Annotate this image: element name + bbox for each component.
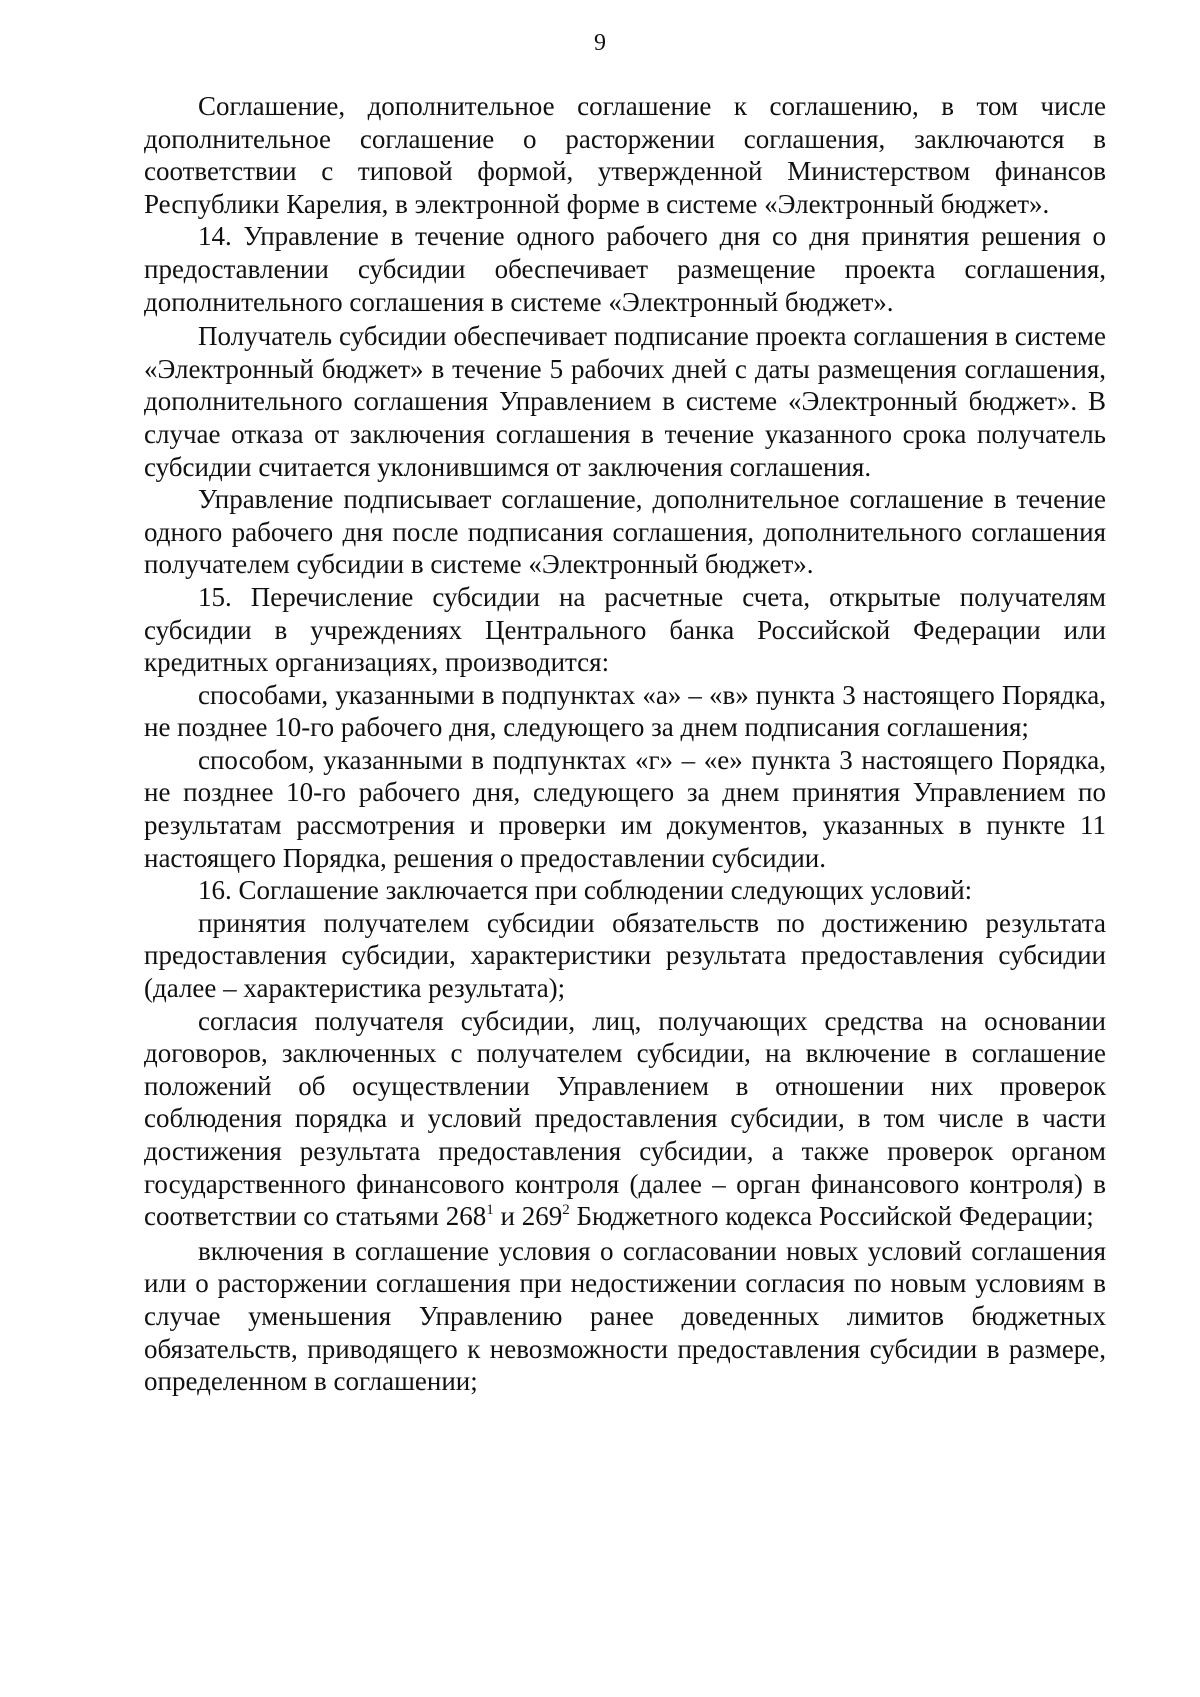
- consent-text-part2: и 269: [493, 1201, 563, 1232]
- paragraph-16: 16. Соглашение заключается при соблюдении следующих условий:: [198, 875, 973, 906]
- consent-text-part3: Бюджетного кодекса Российской Федерации;: [569, 1201, 1094, 1232]
- paragraph-recipient-signing: Получатель субсидии обеспечивает подписание проекта соглашения в системе «Электронный бюджет» в течение 5 рабочих дней с даты размещения соглашения, дополнительного соглашения Управлением в системе «Электронный бюджет». В случае отказа от заключения соглашения в течение указанного срока получатель субсидии считается уклонившимся от заключения соглашения.: [144, 321, 1106, 482]
- paragraph-14: 14. Управление в течение одного рабочего дня со дня принятия решения о предоставлении субсидии обеспечивает размещение проекта соглашения, дополнительного соглашения в системе «Электронный бюджет».: [144, 221, 1106, 317]
- paragraph-management-signing: Управление подписывает соглашение, дополнительное соглашение в течение одного рабочего дня после подписания соглашения, дополнительного соглашения получателем субсидии в системе «Электронный бюджет».: [144, 484, 1106, 580]
- superscript-1: 1: [486, 1202, 494, 1219]
- paragraph-agreement-form: Соглашение, дополнительное соглашение к соглашению, в том числе дополнительное соглашение о расторжении соглашения, заключаются в соответствии с типовой формой, утвержденной Министерством финансов Республики Карелия, в электронной форме в системе «Электронный бюджет».: [144, 91, 1106, 219]
- document-body: [144, 90, 1106, 1398]
- superscript-2: 2: [562, 1202, 570, 1219]
- paragraph-15: 15. Перечисление субсидии на расчетные счета, открытые получателям субсидии в учреждениях Центрального банка Российской Федерации или кредитных организациях, производится:: [144, 581, 1106, 678]
- paragraph-new-conditions: включения в соглашение условия о согласовании новых условий соглашения или о расторжении соглашения при недостижении согласия по новым условиям в случае уменьшения Управлению ранее доведенных лимитов бюджетных обязательств, приводящего к невозможности предоставления субсидии в размере, определенном в соглашении;: [144, 1235, 1106, 1397]
- paragraph-obligations: принятия получателем субсидии обязательств по достижению результата предоставления субсидии, характеристики результата предоставления субсидии (далее – характеристика результата);: [144, 907, 1106, 1004]
- paragraph-consent: [144, 1005, 1106, 1233]
- paragraph-methods-a-v: способами, указанными в подпунктах «а» – «в» пункта 3 настоящего Порядка, не позднее 10-го рабочего дня, следующего за днем подписания соглашения;: [144, 679, 1106, 743]
- page-number: 9: [594, 30, 606, 56]
- paragraph-methods-g-e: способом, указанными в подпунктах «г» – «е» пункта 3 настоящего Порядка, не позднее 10-го рабочего дня, следующего за днем принятия Управлением по результатам рассмотрения и проверки им документов, указанных в пункте 11 настоящего Порядка, решения о предоставлении субсидии.: [144, 744, 1106, 873]
- consent-text-part1: согласия получателя субсидии, лиц, получающих средства на основании договоров, заключенных с получателем субсидии, на включение в соглашение положений об осуществлении Управлением в отношении них проверок соблюдения порядка и условий предоставления субсидии, в том числе в части достижения результата предоставления субсидии, а также проверок органом государственного финансового контроля (далее – орган финансового контроля) в соответствии со статьями 268: [144, 1005, 1106, 1232]
